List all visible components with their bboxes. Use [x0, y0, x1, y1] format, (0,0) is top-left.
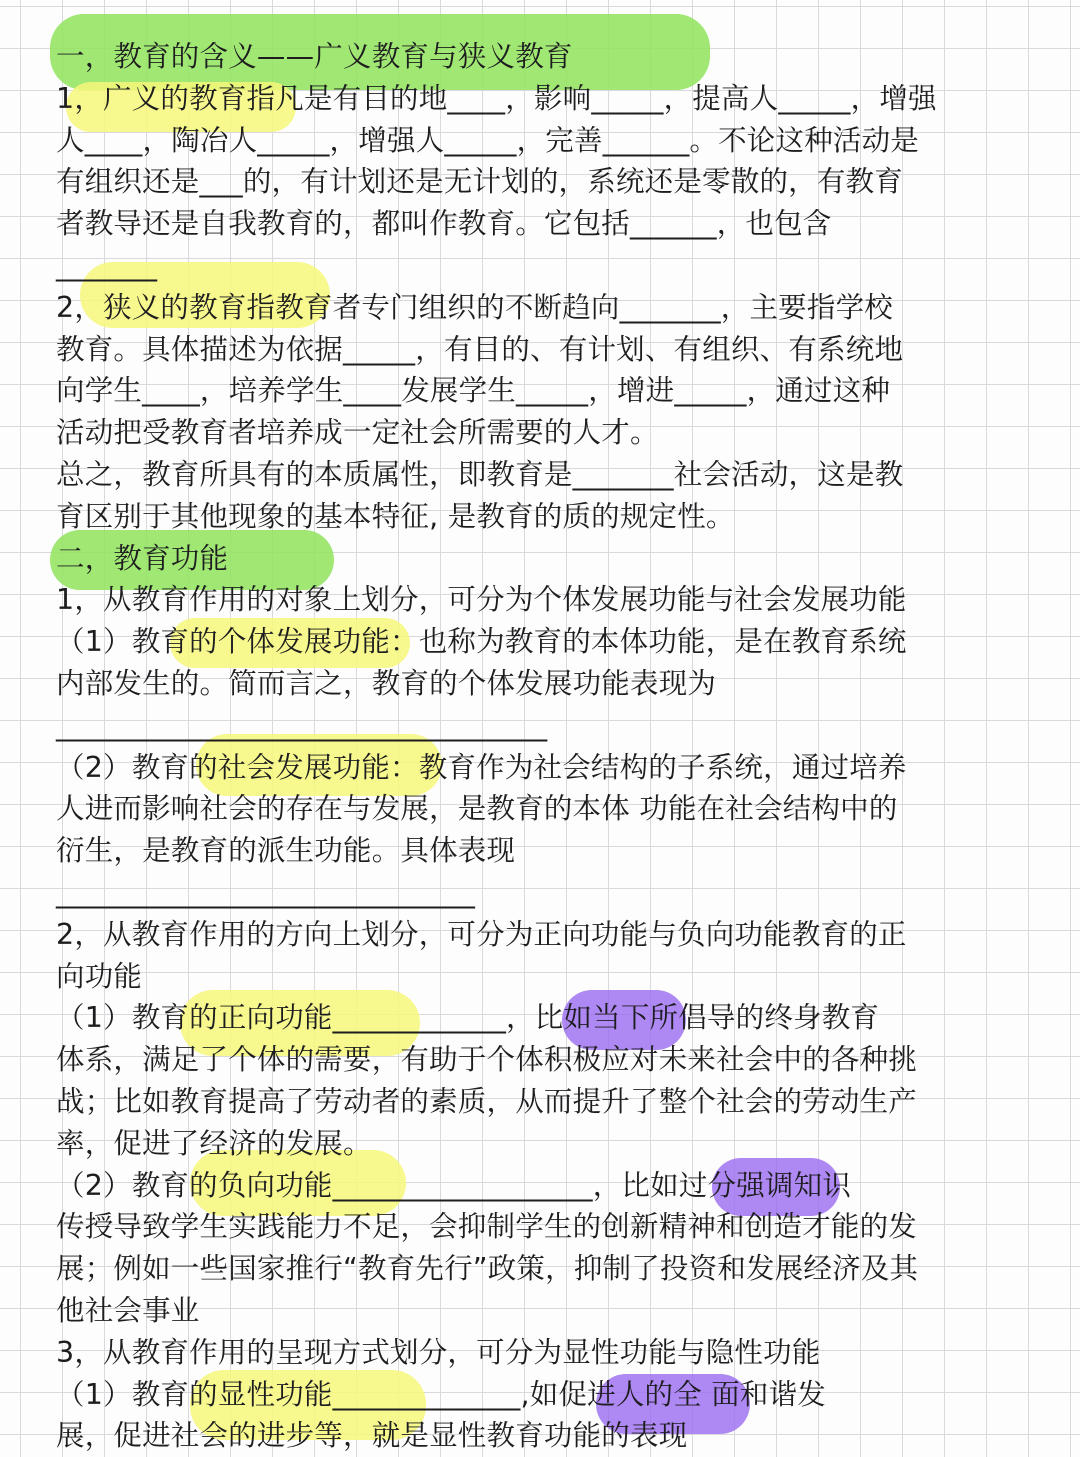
- text-line-28: 传授导致学生实践能力不足，会抑制学生的创新精神和创造才能的发: [56, 1210, 918, 1244]
- text-line-6: 2，狭义的教育指教育者专门组织的不断趋向_______，主要指学校: [56, 290, 893, 324]
- text-line-1: 1，广义的教育指凡是有目的地____，影响_____，提高人_____，增强: [56, 81, 937, 115]
- section-title-1: 一，教育的含义——广义教育与狭义教育: [56, 40, 573, 73]
- text-line-16: __________________________________: [56, 708, 548, 742]
- text-line-29: 展；例如一些国家推行“教育先行”政策，抑制了投资和发展经济及其: [56, 1252, 919, 1286]
- text-line-21: 2，从教育作用的方向上划分，可分为正向功能与负向功能教育的正: [56, 917, 907, 951]
- text-line-27: （2）教育的负向功能__________________，比如过分强调知识: [56, 1168, 852, 1202]
- text-line-19: 衍生，是教育的派生功能。具体表现: [56, 834, 516, 868]
- text-line-10: 总之，教育所具有的本质属性，即教育是_______社会活动，这是教: [56, 457, 904, 491]
- text-line-17: （2）教育的社会发展功能：教育作为社会结构的子系统，通过培养: [56, 750, 907, 784]
- text-line-20: _____________________________: [56, 875, 476, 909]
- text-line-15: 内部发生的。简而言之，教育的个体发展功能表现为: [56, 666, 717, 700]
- section-title-2: 二，教育功能: [56, 541, 229, 575]
- text-line-4: 者教导还是自我教育的，都叫作教育。它包括______，也包含: [56, 207, 832, 241]
- text-line-30: 他社会事业: [56, 1293, 200, 1327]
- text-line-9: 活动把受教育者培养成一定社会所需要的人才。: [56, 416, 659, 450]
- text-line-5: _______: [56, 248, 158, 282]
- text-line-3: 有组织还是___的，有计划还是无计划的，系统还是零散的，有教育: [56, 165, 903, 199]
- text-line-13: 1，从教育作用的对象上划分，可分为个体发展功能与社会发展功能: [56, 583, 907, 617]
- text-line-26: 率，促进了经济的发展。: [56, 1126, 372, 1160]
- text-line-33: 展，促进社会的进步等，就是显性教育功能的表现: [56, 1419, 688, 1453]
- text-line-23: （1）教育的正向功能____________，比如当下所倡导的终身教育: [56, 1001, 880, 1035]
- text-line-14: （1）教育的个体发展功能：也称为教育的本体功能，是在教育系统: [56, 625, 907, 659]
- text-line-24: 体系，满足了个体的需要，有助于个体积极应对未来社会中的各种挑: [56, 1043, 918, 1077]
- text-line-32: （1）教育的显性功能_____________,如促进人的全 面和谐发: [56, 1377, 827, 1411]
- text-line-8: 向学生____，培养学生____发展学生_____，增进_____，通过这种: [56, 374, 891, 408]
- text-line-2: 人____，陶冶人_____，增强人_____，完善______。不论这种活动是: [56, 123, 920, 157]
- text-line-25: 战；比如教育提高了劳动者的素质，从而提升了整个社会的劳动生产: [56, 1084, 918, 1118]
- text-line-11: 育区别于其他现象的基本特征, 是教育的质的规定性。: [56, 499, 735, 533]
- text-line-18: 人进而影响社会的存在与发展，是教育的本体 功能在社会结构中的: [56, 792, 898, 826]
- text-line-31: 3，从教育作用的呈现方式划分，可分为显性功能与隐性功能: [56, 1335, 821, 1369]
- text-line-7: 教育。具体描述为依据_____，有目的、有计划、有组织、有系统地: [56, 332, 904, 366]
- note-page: [56, 36, 1056, 1457]
- text-line-22: 向功能: [56, 959, 143, 993]
